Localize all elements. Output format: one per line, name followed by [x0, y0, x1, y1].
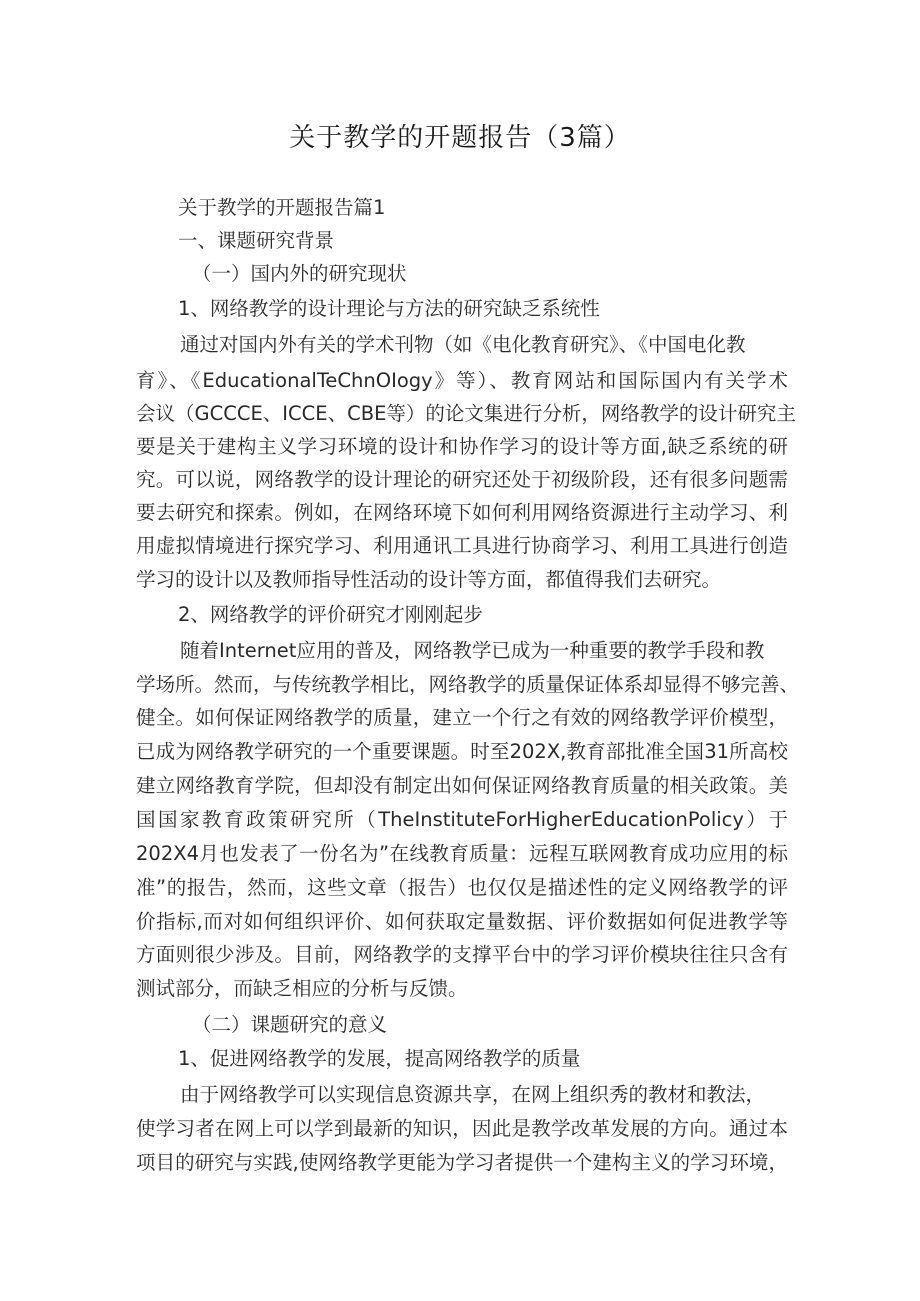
paragraph-line: 项目的研究与实践,使网络教学更能为学习者提供一个建构主义的学习环境， [136, 1151, 788, 1174]
document-title: 关于教学的开题报告（3篇） [289, 123, 631, 153]
subsection-heading: （二）课题研究的意义 [192, 1013, 388, 1036]
paragraph-line: 用虚拟情境进行探究学习、利用通讯工具进行协商学习、利用工具进行创造 [136, 534, 788, 557]
paragraph-line: 育》、《EducationalTeChnOIogy》等）、教育网站和国际国内有关学术 [136, 369, 788, 392]
paragraph-line: 学场所。然而，与传统教学相比，网络教学的质量保证体系却显得不够完善、 [136, 673, 800, 696]
paragraph-line: 学习的设计以及教师指导性活动的设计等方面，都值得我们去研究。 [136, 568, 722, 591]
paragraph-line: 通过对国内外有关的学术刊物（如《电化教育研究》、《中国电化教 [180, 333, 746, 356]
paragraph-line: 使学习者在网上可以学到最新的知识，因此是教学改革发展的方向。通过本 [136, 1117, 788, 1140]
point-heading: 2、网络教学的评价研究才刚刚起步 [178, 603, 483, 626]
paragraph-line: 要去研究和探索。例如，在网络环境下如何利用网络资源进行主动学习、利 [136, 501, 788, 524]
paragraph-line: 随着Internet应用的普及，网络教学已成为一种重要的教学手段和教 [180, 639, 765, 662]
paragraph-line: 价指标,而对如何组织评价、如何获取定量数据、评价数据如何促进教学等 [136, 910, 788, 933]
paragraph-line: 健全。如何保证网络教学的质量，建立一个行之有效的网络教学评价模型， [136, 706, 788, 729]
paragraph-line: 会议（GCCCE、ICCE、CBE等）的论文集进行分析，网络教学的设计研究主 [136, 402, 796, 425]
paragraph-line: 国国家教育政策研究所（TheInstituteForHigherEducationPolicy）于 [136, 808, 788, 831]
paragraph-line: 已成为网络教学研究的一个重要课题。时至202X,教育部批准全国31所高校 [136, 740, 788, 763]
point-heading: 1、网络教学的设计理论与方法的研究缺乏系统性 [178, 297, 600, 320]
chapter-heading: 一、课题研究背景 [178, 229, 335, 252]
section-heading: 关于教学的开题报告篇1 [178, 196, 386, 219]
paragraph-line: 准”的报告，然而，这些文章（报告）也仅仅是描述性的定义网络教学的评 [136, 876, 788, 899]
paragraph-line: 由于网络教学可以实现信息资源共享，在网上组织秀的教材和教法， [180, 1083, 766, 1106]
paragraph-line: 建立网络教育学院，但却没有制定出如何保证网络教育质量的相关政策。美 [136, 774, 788, 797]
paragraph-line: 202X4月也发表了一份名为”在线教育质量：远程互联网教育成功应用的标 [136, 842, 788, 865]
point-heading: 1、促进网络教学的发展，提高网络教学的质量 [178, 1047, 581, 1070]
subsection-heading: （一）国内外的研究现状 [192, 262, 407, 285]
paragraph-line: 究。可以说，网络教学的设计理论的研究还处于初级阶段，还有很多问题需 [136, 468, 788, 491]
paragraph-line: 要是关于建构主义学习环境的设计和协作学习的设计等方面,缺乏系统的研 [136, 435, 788, 458]
paragraph-line: 方面则很少涉及。目前，网络教学的支撑平台中的学习评价模块往往只含有 [136, 943, 788, 966]
paragraph-line: 测试部分，而缺乏相应的分析与反馈。 [136, 977, 468, 1000]
